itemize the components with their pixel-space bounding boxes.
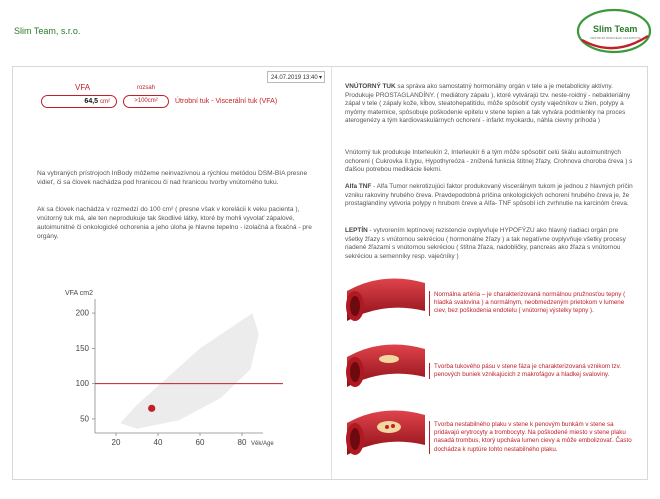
right-paragraph-4 xyxy=(345,227,633,261)
right-paragraph-2: Vnútorný tuk produkuje Interleukín 2, Interleukír 6 a tým môže spôsobiť celú škálu autoimunitných ochorení ( Cukrovka II.typu, Hypothyreóza - znížená funkcia štítnej žľazy, Crohnova choroba čreva ) s ďalšou potrebou medikácie liekmi. xyxy=(345,149,633,174)
p1-title: VNÚTORNÝ TUK xyxy=(345,83,396,90)
x-tick-label-40: 40 xyxy=(153,438,163,447)
y-tick-label-200: 200 xyxy=(75,308,89,318)
chart-xlabel: Věk/Age xyxy=(251,441,274,447)
chevron-down-icon: ▾ xyxy=(318,75,322,81)
chart-ylabel: VFA cm2 xyxy=(65,290,94,297)
logo-title: Slim Team xyxy=(593,24,638,34)
normal-range-area xyxy=(120,313,259,429)
left-paragraph-1: Na vybraných prístrojoch InBody môžeme neinvazívnou a rýchlou metódou DSM-BIA presne vidieť, či sa človek nachádza pod hranicou či nad hranicou tvorby vnútorného tuku. xyxy=(37,170,308,186)
p3-body: - Alfa Tumor nekrotizujúci faktor produkovaný viscerálnym tukom je jednou z hlavných príčin vzniku rakoviny hrubého čreva. Pravdepodobná príčina onkologických ochorení hrubého čreva je, že prostaglandíny vytvoria polypy n hrubom čreve a Alfa- TNF spôsobí ich zvrhnutie na karcinóm čreva. xyxy=(345,183,633,208)
vfa-value: 64,5 xyxy=(84,98,99,105)
y-tick-label-50: 50 xyxy=(80,414,89,424)
right-paragraph-1 xyxy=(345,83,633,126)
normal-range-band xyxy=(120,313,259,429)
patient-data-point xyxy=(148,405,155,412)
app-header xyxy=(0,0,660,60)
range-label: rozsah xyxy=(137,85,156,91)
fatty-streak-artery-icon xyxy=(343,337,429,397)
artery-caption-2: Tvorba tukového pásu v stene fáza je charakterizovaná vznikom tzv. penových buniek vznikajúcich z makrofágov a hladkej svaloviny. xyxy=(429,363,635,379)
artery-caption-1: Normálna artéria – je charakterizovaná normálnou pružnosťou tepny ( hladká svalovina ) a normálnym, neobmedzeným prietokom v lumene ciev, bez poškodenia endotelu ( vnútornej výstelky tepny ). xyxy=(429,291,635,316)
p1-body: sa správa ako samostatný hormonálny orgán v tele a je metabolicky aktívny. Produkuje PROSTAGLANDÍNY. ( mediátory zápalu ), ktoré vytvárajú tzv. neste-roidný - nebakteriálny zápal v tele ( zápaly kože, kĺbov, steatohepatitídu, môže spôsobiť cysty vaječníkov u žien, polypy a myómy maternice, spôsobuje poškodenie epitelu v stene tepien a tak vytvára podmienky na proces aterogenézy a tým kardiovaskulárnych ochorení - infarkt myokardu, náhla cievny príhoda ) xyxy=(345,83,631,125)
vfa-range-box: >100cm² xyxy=(123,95,169,108)
report-panel xyxy=(12,66,648,480)
vfa-value-box xyxy=(41,95,117,108)
vfa-age-chart xyxy=(53,287,303,467)
column-divider xyxy=(331,67,332,479)
y-tick-label-150: 150 xyxy=(75,343,89,353)
unstable-plaque-artery-icon xyxy=(343,401,429,467)
p4-title: LEPTÍN xyxy=(345,227,368,234)
right-paragraph-3 xyxy=(345,183,633,209)
x-tick-label-20: 20 xyxy=(111,438,121,447)
x-tick-label-60: 60 xyxy=(195,438,205,447)
normal-artery-icon xyxy=(343,271,429,331)
company-name: Slim Team, s.r.o. xyxy=(14,26,81,36)
artery-caption-3: Tvorba nestabilného plaku v stene k penovým bunkám v stene sa pridávajú erytrocyty a trombocyty. Na poškodené miesto v stene plaku nasadá trombus, ktorý upcháva lumen cievy a môže embolizovať. Často dochádza k ruptúre tohto nestabilného plaku. xyxy=(429,421,635,454)
logo-subtitle: CENTRUM ZDRAVÉHO CHUDNUTIA xyxy=(590,36,641,40)
date-value: 24.07.2019 13:40 xyxy=(271,75,318,81)
vfa-name: Útrobní tuk - Viscerální tuk (VFA) xyxy=(175,98,278,105)
vfa-unit: cm² xyxy=(100,99,110,105)
left-paragraph-2: Ak sa človek nachádza v rozmedzí do 100 cm² ( presne však v korelácii k veku pacienta ), vnútorný tuk má, ale ten neprodukuje tak škodlivé látky, ktoré by mohli vyvolať zápalové, autoimunitné či onkologické ochorenia a jeho úloha je hlavne tepelno - izolačná a fixačná - pre orgány. xyxy=(37,206,312,240)
y-tick-label-100: 100 xyxy=(75,379,89,389)
p3-title: Alfa TNF xyxy=(345,183,372,190)
date-select[interactable] xyxy=(267,71,325,83)
p4-body: - vytvorením leptínovej rezistencie ovplyvňuje HYPOFÝZU ako hlavný riadiaci orgán pre všetky žľazy s vnútornou sekréciou ( hormonálne žľazy ) a tak negatívne ovplyvňuje všetky procesy riadené žľazami s vnútornou sekréciou ( štítna žľaza, nadobličky, pancreas ako žľaza s vnútornou sekréciou a semenníky resp. vaječníky ) xyxy=(345,227,626,260)
vfa-label: VFA xyxy=(75,83,91,92)
x-tick-label-80: 80 xyxy=(237,438,247,447)
